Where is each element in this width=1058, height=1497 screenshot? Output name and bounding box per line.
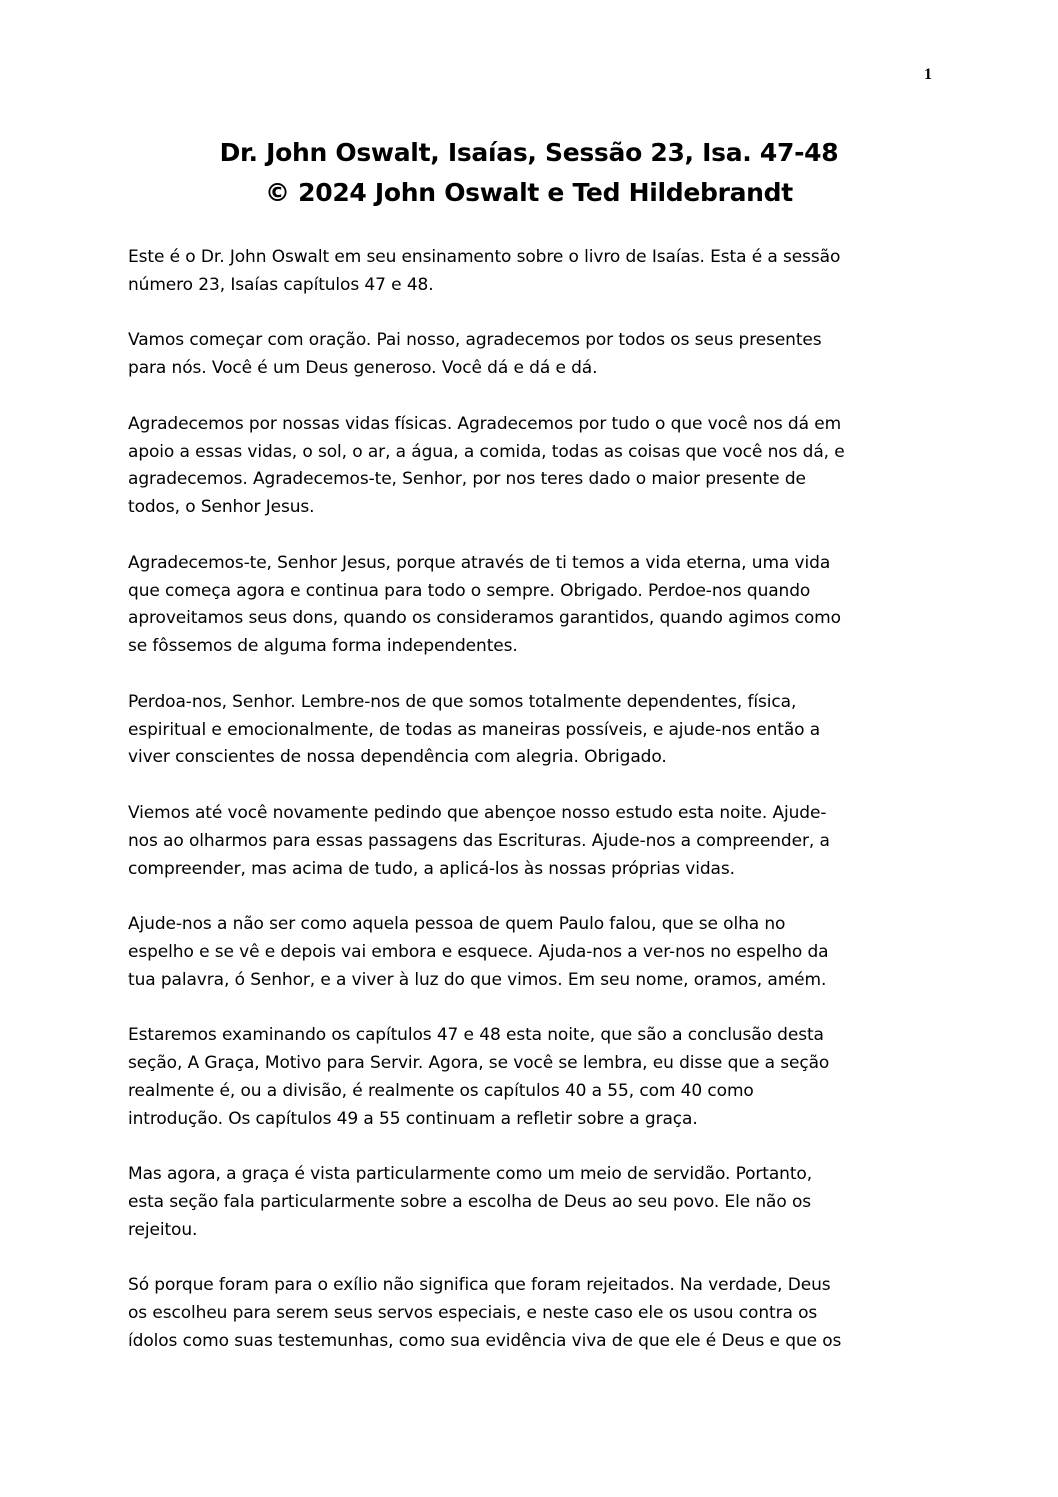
text-line: viver conscientes de nossa dependência com alegria. Obrigado. [128,747,667,768]
text-line: Estaremos examinando os capítulos 47 e 48 esta noite, que são a conclusão desta [128,1025,824,1046]
text-line: seção, A Graça, Motivo para Servir. Agora, se você se lembra, eu disse que a seção [128,1053,830,1074]
text-line: Perdoa-nos, Senhor. Lembre-nos de que somos totalmente dependentes, física, [128,691,797,712]
text-line: apoio a essas vidas, o sol, o ar, a água, a comida, todas as coisas que você nos dá, e [128,441,845,462]
text-line: nos ao olharmos para essas passagens das Escrituras. Ajude-nos a compreender, a [128,830,830,851]
text-line: Ajude-nos a não ser como aquela pessoa de quem Paulo falou, que se olha no [128,914,786,935]
text-line: número 23, Isaías capítulos 47 e 48. [128,274,434,295]
paragraph [128,689,928,772]
text-line: para nós. Você é um Deus generoso. Você dá e dá e dá. [128,358,598,379]
title-line-2: © 2024 John Oswalt e Ted Hildebrandt [265,178,793,207]
paragraph [128,327,928,383]
document-title [0,133,1058,213]
text-line: Vamos começar com oração. Pai nosso, agradecemos por todos os seus presentes [128,330,822,351]
paragraph [128,550,928,661]
paragraph [128,244,928,300]
text-line: todos, o Senhor Jesus. [128,497,315,518]
text-line: espiritual e emocionalmente, de todas as maneiras possíveis, e ajude-nos então a [128,719,821,740]
paragraph [128,411,928,522]
text-line: realmente é, ou a divisão, é realmente os capítulos 40 a 55, com 40 como [128,1080,754,1101]
body-text [128,244,928,1384]
page-number: 1 [924,66,932,83]
text-line: esta seção fala particularmente sobre a escolha de Deus ao seu povo. Ele não os [128,1192,812,1213]
paragraph [128,911,928,994]
text-line: que começa agora e continua para todo o sempre. Obrigado. Perdoe-nos quando [128,580,811,601]
text-line: Agradecemos-te, Senhor Jesus, porque através de ti temos a vida eterna, uma vida [128,552,831,573]
text-line: se fôssemos de alguma forma independentes. [128,636,518,657]
text-line: Mas agora, a graça é vista particularmente como um meio de servidão. Portanto, [128,1164,813,1185]
text-line: espelho e se vê e depois vai embora e esquece. Ajuda-nos a ver-nos no espelho da [128,941,829,962]
title-line-1: Dr. John Oswalt, Isaías, Sessão 23, Isa. 47-48 [219,138,839,167]
text-line: compreender, mas acima de tudo, a aplicá-los às nossas próprias vidas. [128,858,735,879]
paragraph [128,800,928,883]
paragraph [128,1161,928,1244]
text-line: rejeitou. [128,1219,198,1240]
text-line: introdução. Os capítulos 49 a 55 continuam a refletir sobre a graça. [128,1108,698,1129]
text-line: os escolheu para serem seus servos especiais, e neste caso ele os usou contra os [128,1303,818,1324]
paragraph [128,1022,928,1133]
text-line: aproveitamos seus dons, quando os consideramos garantidos, quando agimos como [128,608,841,629]
text-line: tua palavra, ó Senhor, e a viver à luz do que vimos. Em seu nome, oramos, amém. [128,969,827,990]
text-line: Este é o Dr. John Oswalt em seu ensinamento sobre o livro de Isaías. Esta é a sessão [128,247,841,267]
text-line: Agradecemos por nossas vidas físicas. Agradecemos por tudo o que você nos dá em [128,413,842,434]
text-line: ídolos como suas testemunhas, como sua evidência viva de que ele é Deus e que os [128,1331,842,1352]
text-line: agradecemos. Agradecemos-te, Senhor, por nos teres dado o maior presente de [128,469,806,490]
text-line: Viemos até você novamente pedindo que abençoe nosso estudo esta noite. Ajude- [128,802,827,823]
paragraph [128,1272,928,1355]
text-line: Só porque foram para o exílio não significa que foram rejeitados. Na verdade, Deus [128,1275,831,1296]
